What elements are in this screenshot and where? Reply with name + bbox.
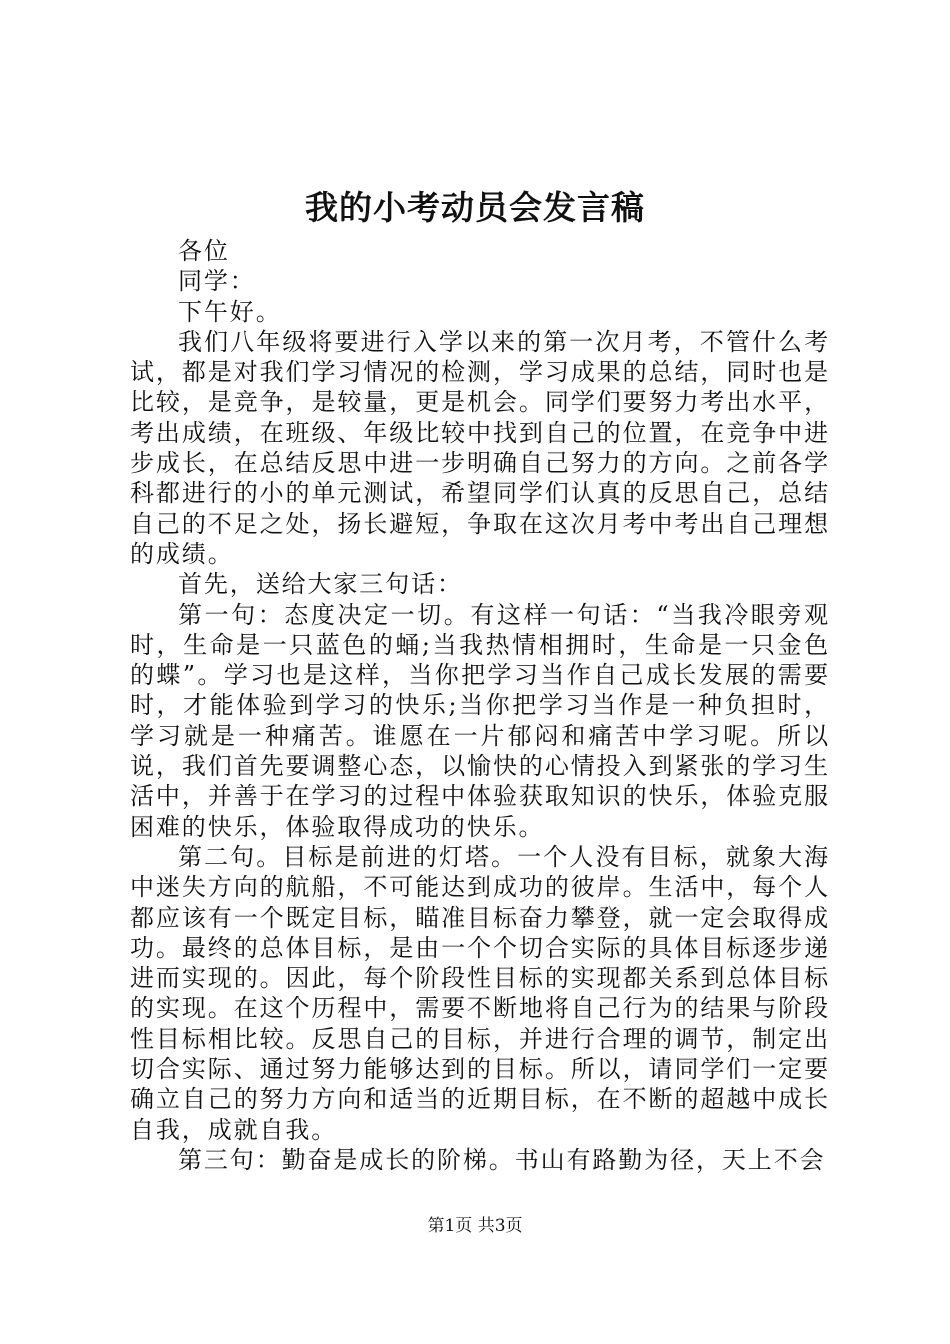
- paragraph-first-sentence: 第一句：态度决定一切。有这样一句话：“当我冷眼旁观时，生命是一只蓝色的蛹;当我热情相拥时，生命是一只金色的蝶”。学习也是这样，当你把学习当作自己成长发展的需要时，才能体验到学习的快乐;当你把学习当作是一种负担时，学习就是一种痛苦。谁愿在一片郁闷和痛苦中学习呢。所以说，我们首先要调整心态，以愉快的心情投入到紧张的学习生活中，并善于在学习的过程中体验获取知识的快乐，体验克服困难的快乐，体验取得成功的快乐。: [130, 600, 830, 841]
- document-body: [130, 236, 830, 1175]
- paragraph-second-sentence: 第二句。目标是前进的灯塔。一个人没有目标，就象大海中迷失方向的航船，不可能达到成功的彼岸。生活中，每个人都应该有一个既定目标，瞄准目标奋力攀登，就一定会取得成功。最终的总体目标，是由一个个切合实际的具体目标逐步递进而实现的。因此，每个阶段性目标的实现都关系到总体目标的实现。在这个历程中，需要不断地将自己行为的结果与阶段性目标相比较。反思自己的目标，并进行合理的调节，制定出切合实际、通过努力能够达到的目标。所以，请同学们一定要确立自己的努力方向和适当的近期目标，在不断的超越中成长自我，成就自我。: [130, 842, 830, 1144]
- paragraph-intro: 我们八年级将要进行入学以来的第一次月考，不管什么考试，都是对我们学习情况的检测，学习成果的总结，同时也是比较，是竞争，是较量，更是机会。同学们要努力考出水平，考出成绩，在班级、年级比较中找到自己的位置，在竞争中进步成长，在总结反思中进一步明确自己努力的方向。之前各学科都进行的小的单元测试，希望同学们认真的反思自己，总结自己的不足之处，扬长避短，争取在这次月考中考出自己理想的成绩。: [130, 327, 830, 568]
- paragraph-greeting-3: 下午好。: [178, 297, 282, 326]
- document-title: 我的小考动员会发言稿: [305, 188, 645, 227]
- paragraph-greeting-2: 同学：: [178, 267, 256, 296]
- page-footer: 第1页 共3页: [427, 1216, 523, 1236]
- paragraph-three-sentences: 首先，送给大家三句话：: [178, 570, 463, 599]
- paragraph-third-sentence: 第三句：勤奋是成长的阶梯。书山有路勤为径，天上不会: [178, 1145, 826, 1174]
- paragraph-greeting-1: 各位: [178, 237, 230, 265]
